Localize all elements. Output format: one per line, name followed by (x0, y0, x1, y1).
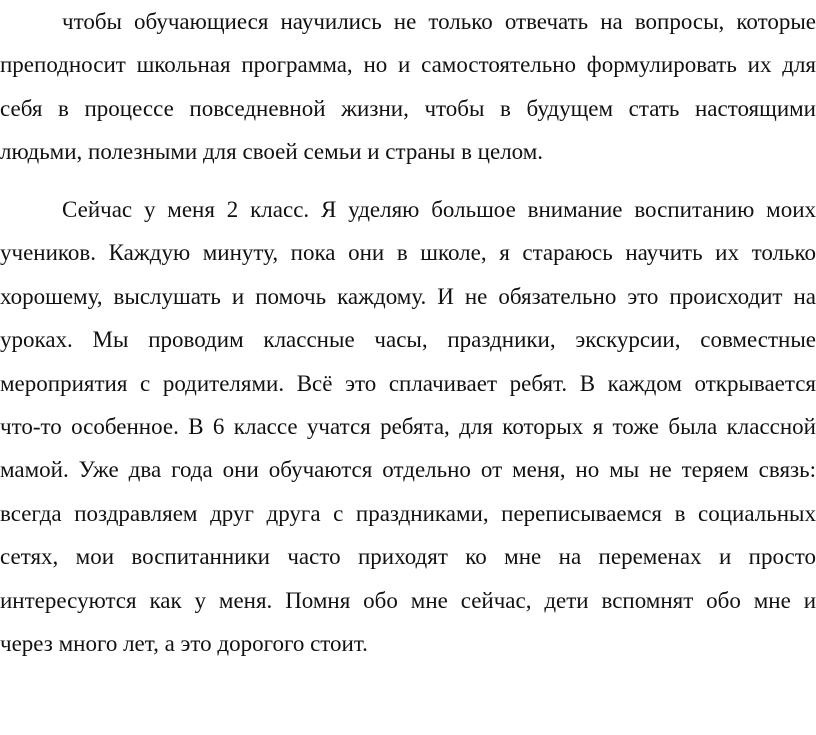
paragraph-line: что-то особенное. В 6 классе учатся ребята, для которых я тоже была классной (0, 413, 816, 439)
paragraph-line: мамой. Уже два года они обучаются отдельно от меня, но мы не теряем связь: (0, 457, 816, 483)
paragraph-line: себя в процессе повседневной жизни, чтобы в будущем стать настоящими (0, 95, 816, 121)
paragraph-line: чтобы обучающиеся научились не только отвечать на вопросы, которые (62, 9, 816, 34)
paragraph-line: мероприятия с родителями. Всё это сплачивает ребят. В каждом открывается (0, 370, 816, 396)
paragraph-line: преподносит школьная программа, но и самостоятельно формулировать их для (0, 52, 816, 78)
paragraph-2 (0, 188, 816, 665)
paragraph-line: хорошему, выслушать и помочь каждому. И не обязательно это происходит на (0, 283, 816, 309)
paragraph-line: через много лет, а это дорогого стоит. (0, 630, 368, 656)
paragraph-line: уроках. Мы проводим классные часы, праздники, экскурсии, совместные (0, 327, 816, 353)
paragraph-line: учеников. Каждую минуту, пока они в школе, я стараюсь научить их только (0, 240, 816, 266)
paragraph-line: сетях, мои воспитанники часто приходят ко мне на переменах и просто (0, 544, 816, 570)
paragraph-1 (0, 0, 816, 174)
paragraph-line: людьми, полезными для своей семьи и страны в целом. (0, 139, 544, 165)
paragraph-line: Сейчас у меня 2 класс. Я уделяю большое внимание воспитанию моих (62, 197, 816, 222)
paragraph-line: интересуются как у меня. Помня обо мне сейчас, дети вспомнят обо мне и (0, 587, 816, 613)
paragraph-line: всегда поздравляем друг друга с праздниками, переписываемся в социальных (0, 500, 816, 526)
